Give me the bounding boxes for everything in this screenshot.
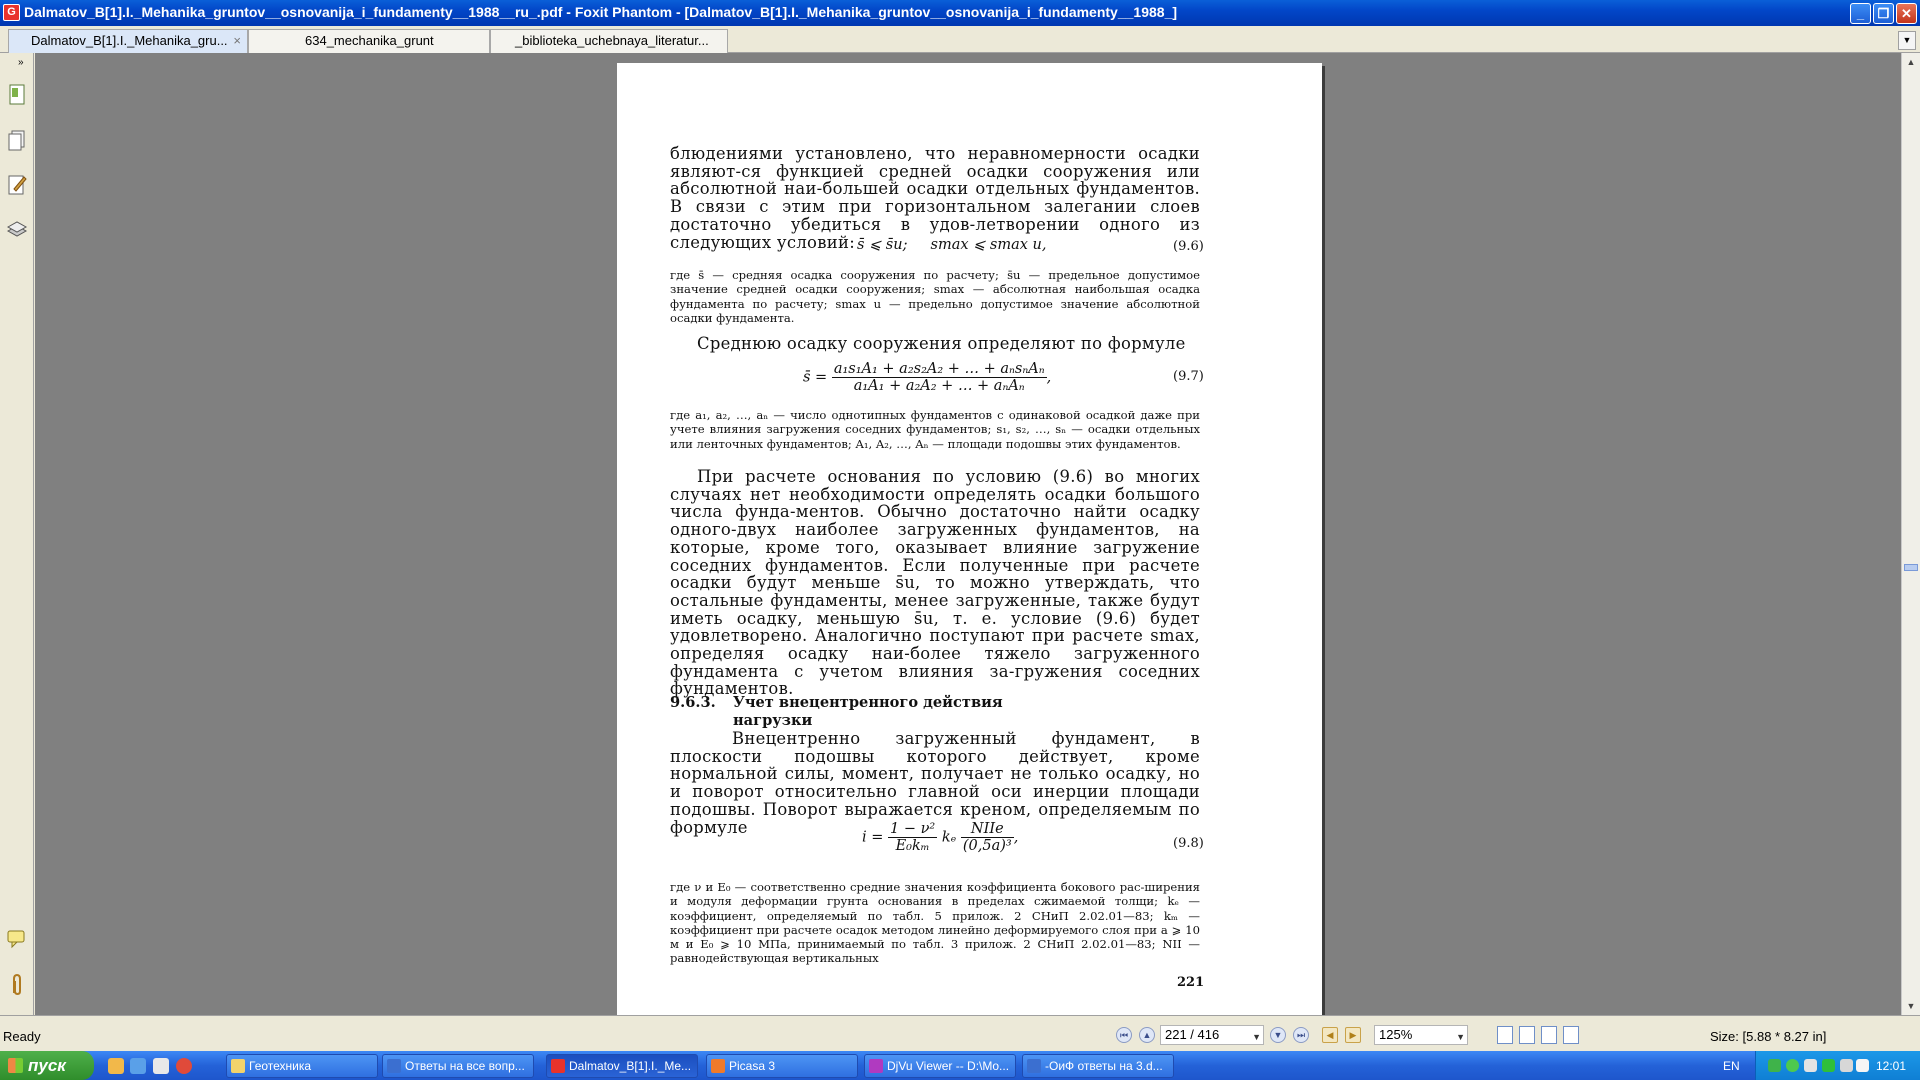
tab-label: 634_mechanika_grunt xyxy=(305,33,434,48)
paragraph-4: Внецентренно загруженный фундамент, в плоскости подошвы которого действует, кроме нормальной силы, момент, получает не только осадку, но и поворот относительно главной оси инерции площади подошвы. Поворот выражается креном, определяемым по формуле xyxy=(670,729,1200,837)
quicklaunch-chrome-icon[interactable] xyxy=(176,1058,192,1074)
tab-close-icon[interactable]: × xyxy=(233,33,241,48)
task-label: Геотехника xyxy=(249,1059,312,1073)
continuous-icon[interactable] xyxy=(1519,1026,1535,1044)
section-heading-line-2: нагрузки xyxy=(733,712,813,729)
task-word-answers[interactable] xyxy=(382,1054,534,1078)
zoom-field[interactable] xyxy=(1374,1025,1468,1045)
comments-icon[interactable] xyxy=(6,927,28,951)
task-geotekhnika[interactable] xyxy=(226,1054,378,1078)
taskbar xyxy=(0,1051,1920,1080)
tray-volume-icon[interactable] xyxy=(1856,1059,1869,1072)
page-size-text: Size: [5.88 * 8.27 in] xyxy=(1710,1029,1827,1044)
foxit-icon xyxy=(551,1059,565,1073)
start-label: пуск xyxy=(28,1056,66,1075)
foxit-app-icon[interactable]: G xyxy=(3,4,20,21)
task-label: Picasa 3 xyxy=(729,1059,776,1073)
word-icon xyxy=(387,1059,401,1073)
djvu-icon xyxy=(869,1059,883,1073)
restore-button[interactable]: ❐ xyxy=(1873,3,1894,24)
formula-9-7-lhs: s̄ = xyxy=(803,369,828,386)
first-page-icon[interactable]: ⏮ xyxy=(1116,1027,1132,1043)
document-tab-strip xyxy=(0,26,1920,53)
single-page-icon[interactable] xyxy=(1497,1026,1513,1044)
paragraph-1: блюдениями установлено, что неравномерности осадки являют-ся функцией средней осадки сооружения или абсолютной наи-большей осадки отдельных фундаментов. В связи с этим при горизонтальном залегании слоев достаточно убедиться в удов-летворении одного из следующих условий: xyxy=(670,144,1200,252)
task-label: -ОиФ ответы на 3.d... xyxy=(1045,1059,1163,1073)
tray-network-icon[interactable] xyxy=(1768,1059,1781,1072)
word-icon xyxy=(1027,1059,1041,1073)
panel-expand-icon[interactable]: » xyxy=(18,57,24,68)
clock: 12:01 xyxy=(1876,1059,1907,1073)
formula-9-8-coefficient: kₑ xyxy=(941,829,957,846)
vertical-scrollbar[interactable] xyxy=(1901,53,1920,1015)
formula-9-7-fraction xyxy=(832,361,1047,394)
paragraph-2: Среднюю осадку сооружения определяют по формуле xyxy=(697,334,1186,353)
task-label: DjVu Viewer -- D:\Mo... xyxy=(887,1059,1010,1073)
close-button[interactable]: ✕ xyxy=(1896,3,1917,24)
zoom-value: 125% xyxy=(1379,1027,1413,1042)
tab-mechanika-grunt[interactable] xyxy=(248,29,490,53)
formula-9-8-tail: , xyxy=(1013,829,1019,846)
tab-list-dropdown-icon[interactable]: ▼ xyxy=(1898,31,1916,50)
last-page-icon[interactable]: ⏭ xyxy=(1293,1027,1309,1043)
task-picasa[interactable] xyxy=(706,1054,858,1078)
status-bar xyxy=(0,1015,1920,1051)
formula-9-6-right: smax ⩽ smax u, xyxy=(930,237,1047,253)
formula-9-6-left: s̄ ⩽ s̄u; xyxy=(857,237,908,253)
facing-icon[interactable] xyxy=(1541,1026,1557,1044)
windows-flag-icon xyxy=(8,1058,23,1073)
tray-usb-icon[interactable] xyxy=(1840,1059,1853,1072)
quicklaunch-desktop-icon[interactable] xyxy=(153,1058,169,1074)
formula-number-9-7: (9.7) xyxy=(1173,369,1204,384)
formula-9-8-lhs: i = xyxy=(862,829,884,846)
task-foxit-dalmatov[interactable] xyxy=(546,1054,698,1078)
paragraph-3: При расчете основания по условию (9.6) во многих случаях нет необходимости определять осадки большого числа фунда-ментов. Обычно достаточно найти осадку одного-двух наиболее загруженных фундаментов, на которые, кроме того, оказывает влияние загружение соседних фундаментов. Если полученные при расчете осадки будут меньше s̄u, то можно утверждать, что остальные фундаменты, менее загруженные, также будут иметь осадку, меньшую s̄u, т. е. условие (9.6) будет удовлетворено. Аналогично поступают при расчете smax, определяя осадку наи-более тяжело загруженного фундамента с учетом влияния за-гружения соседних фундаментов. xyxy=(670,467,1200,699)
document-view[interactable] xyxy=(35,53,1901,1015)
picasa-icon xyxy=(711,1059,725,1073)
start-button[interactable] xyxy=(0,1051,94,1080)
formula-9-7-denominator: a₁A₁ + a₂A₂ + … + aₙAₙ xyxy=(853,378,1025,394)
page-number-value: 221 / 416 xyxy=(1165,1027,1220,1042)
formula-9-8-denominator-1: E₀kₘ xyxy=(895,838,930,854)
tray-monitor-icon[interactable] xyxy=(1804,1059,1817,1072)
page-number: 221 xyxy=(1177,975,1205,990)
attachments-icon[interactable] xyxy=(6,973,28,997)
chevron-down-icon[interactable]: ▼ xyxy=(1252,1032,1261,1042)
task-djvu-viewer[interactable] xyxy=(864,1054,1016,1078)
tray-icq-icon[interactable] xyxy=(1786,1059,1799,1072)
scroll-up-icon[interactable]: ▲ xyxy=(1906,57,1916,67)
tab-label: _biblioteka_uchebnaya_literatur... xyxy=(515,33,709,48)
task-word-oif[interactable] xyxy=(1022,1054,1174,1078)
prev-page-icon[interactable]: ▲ xyxy=(1139,1027,1155,1043)
tray-security-icon[interactable] xyxy=(1822,1059,1835,1072)
title-bar xyxy=(0,0,1920,26)
back-icon[interactable]: ◀ xyxy=(1322,1027,1338,1043)
folder-icon xyxy=(231,1059,245,1073)
minimize-button[interactable]: _ xyxy=(1850,3,1871,24)
formula-9-8-denominator-2: (0,5a)³ xyxy=(962,838,1012,854)
quicklaunch-ie-icon[interactable] xyxy=(130,1058,146,1074)
forward-icon[interactable]: ▶ xyxy=(1345,1027,1361,1043)
pdf-page xyxy=(617,63,1322,1015)
window-title: Dalmatov_B[1].I._Mehanika_gruntov__osnovanija_i_fundamenty__1988__ru_.pdf - Foxit Phantom - [Dalmatov_B[1].I._Mehanika_gruntov__osnovanija_i_fundamenty__1988_] xyxy=(24,4,1178,20)
formula-9-7-numerator: a₁s₁A₁ + a₂s₂A₂ + … + aₙsₙAₙ xyxy=(833,361,1045,377)
task-label: Dalmatov_B[1].I._Me... xyxy=(569,1059,692,1073)
quicklaunch-messenger-icon[interactable] xyxy=(108,1058,124,1074)
formula-9-8-fraction-1 xyxy=(888,821,937,854)
scroll-thumb[interactable] xyxy=(1904,564,1918,571)
layers-icon[interactable] xyxy=(6,217,28,241)
continuous-facing-icon[interactable] xyxy=(1563,1026,1579,1044)
formula-9-7 xyxy=(803,361,1051,394)
formula-9-6 xyxy=(857,237,1046,253)
formula-number-9-6: (9.6) xyxy=(1173,239,1204,254)
formula-9-8-fraction-2 xyxy=(961,821,1014,854)
pages-icon[interactable] xyxy=(6,129,28,153)
tab-biblioteka[interactable] xyxy=(490,29,728,53)
note-3: где ν и E₀ — соответственно средние значения коэффициента бокового рас-ширения и модуля деформации грунта основания в пределах сжимаемой толщи; kₑ — коэффициент, определяемый по табл. 5 прилож. 2 СНиП 2.02.01—83; kₘ — коэффициент при расчете осадок методом линейно деформируемого слоя при a ⩾ 10 м и E₀ ⩾ 10 МПа, принимаемый по табл. 3 прилож. 2 СНиП 2.02.01—83; NII — равнодействующая вертикальных xyxy=(670,880,1200,966)
formula-9-8-numerator-1: 1 − ν² xyxy=(890,821,936,837)
task-label: Ответы на все вопр... xyxy=(405,1059,525,1073)
formula-9-8 xyxy=(862,821,1018,854)
status-text: Ready xyxy=(3,1029,41,1044)
bookmarks-icon[interactable] xyxy=(6,83,28,107)
note-2: где a₁, a₂, …, aₙ — число однотипных фундаментов с одинаковой осадкой даже при учете влияния загружения соседних фундаментов; s₁, s₂, …, sₙ — осадки отдельных или ленточных фундаментов; A₁, A₂, …, Aₙ — площади подошвы этих фундаментов. xyxy=(670,408,1200,451)
tab-label: Dalmatov_B[1].I._Mehanika_gru... xyxy=(31,33,228,48)
section-heading-line-1: Учет внецентренного действия xyxy=(733,694,1003,711)
tab-dalmatov[interactable] xyxy=(8,29,248,53)
formula-9-7-tail: , xyxy=(1046,369,1052,386)
navigation-panel xyxy=(0,53,34,1015)
formula-9-8-numerator-2: NIIe xyxy=(961,821,1014,838)
note-1: где s̄ — средняя осадка сооружения по расчету; s̄u — предельное допустимое значение средней осадки сооружения; smax — абсолютная наибольшая осадка фундамента по расчету; smax u — предельно допустимое значение абсолютной осадки фундамента. xyxy=(670,268,1200,325)
page-number-field[interactable] xyxy=(1160,1025,1264,1045)
formula-number-9-8: (9.8) xyxy=(1173,836,1204,851)
section-heading-number: 9.6.3. xyxy=(670,694,716,711)
annotations-icon[interactable] xyxy=(6,173,28,197)
language-indicator[interactable]: EN xyxy=(1723,1059,1740,1073)
next-page-icon[interactable]: ▼ xyxy=(1270,1027,1286,1043)
scroll-down-icon[interactable]: ▼ xyxy=(1906,1001,1916,1011)
chevron-down-icon[interactable]: ▼ xyxy=(1456,1032,1465,1042)
